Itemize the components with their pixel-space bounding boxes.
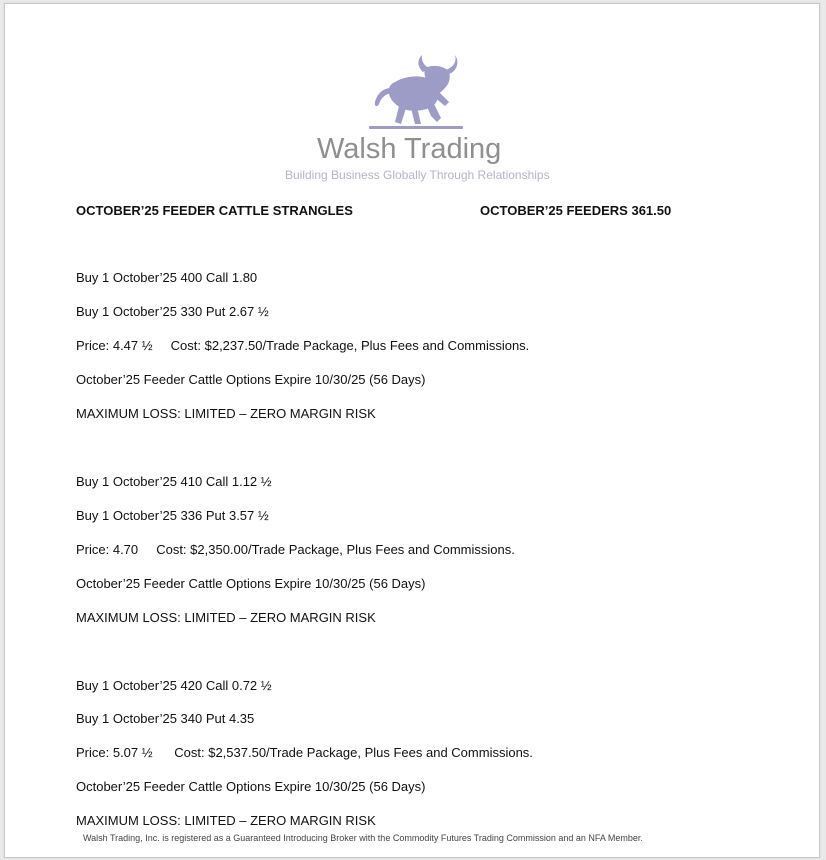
strategy-heading: OCTOBER’25 FEEDER CATTLE STRANGLES bbox=[76, 203, 353, 218]
regulatory-footer: Walsh Trading, Inc. is registered as a Guaranteed Introducing Broker with the Commodity Futures Trading Commission and an NFA Member. bbox=[83, 833, 643, 843]
trade-1-put: Buy 1 October’25 330 Put 2.67 ½ bbox=[76, 304, 269, 319]
trade-3-put: Buy 1 October’25 340 Put 4.35 bbox=[76, 711, 255, 726]
trade-2-expiry: October’25 Feeder Cattle Options Expire 10/30/25 (56 Days) bbox=[76, 576, 426, 591]
company-logo bbox=[5, 4, 819, 194]
brand-name: Walsh Trading bbox=[317, 133, 502, 165]
trade-2-risk: MAXIMUM LOSS: LIMITED – ZERO MARGIN RISK bbox=[76, 610, 376, 625]
bull-icon bbox=[365, 52, 475, 134]
trade-2-call: Buy 1 October’25 410 Call 1.12 ½ bbox=[76, 474, 272, 489]
futures-price-heading: OCTOBER’25 FEEDERS 361.50 bbox=[480, 203, 672, 218]
trade-2-put: Buy 1 October’25 336 Put 3.57 ½ bbox=[76, 508, 269, 523]
trade-3-price: Price: 5.07 ½ Cost: $2,537.50/Trade Package, Plus Fees and Commissions. bbox=[76, 745, 533, 760]
brand-tagline: Building Business Globally Through Relationships bbox=[285, 168, 550, 182]
trade-1-call: Buy 1 October’25 400 Call 1.80 bbox=[76, 270, 258, 285]
trade-3-expiry: October’25 Feeder Cattle Options Expire 10/30/25 (56 Days) bbox=[76, 779, 426, 794]
trade-3-call: Buy 1 October’25 420 Call 0.72 ½ bbox=[76, 678, 272, 693]
document-page bbox=[4, 3, 820, 858]
trade-1-risk: MAXIMUM LOSS: LIMITED – ZERO MARGIN RISK bbox=[76, 406, 376, 421]
trade-3-risk: MAXIMUM LOSS: LIMITED – ZERO MARGIN RISK bbox=[76, 813, 376, 828]
trade-1-expiry: October’25 Feeder Cattle Options Expire 10/30/25 (56 Days) bbox=[76, 372, 426, 387]
trade-1-price: Price: 4.47 ½ Cost: $2,237.50/Trade Package, Plus Fees and Commissions. bbox=[76, 338, 530, 353]
trade-2-price: Price: 4.70 Cost: $2,350.00/Trade Package, Plus Fees and Commissions. bbox=[76, 542, 515, 557]
